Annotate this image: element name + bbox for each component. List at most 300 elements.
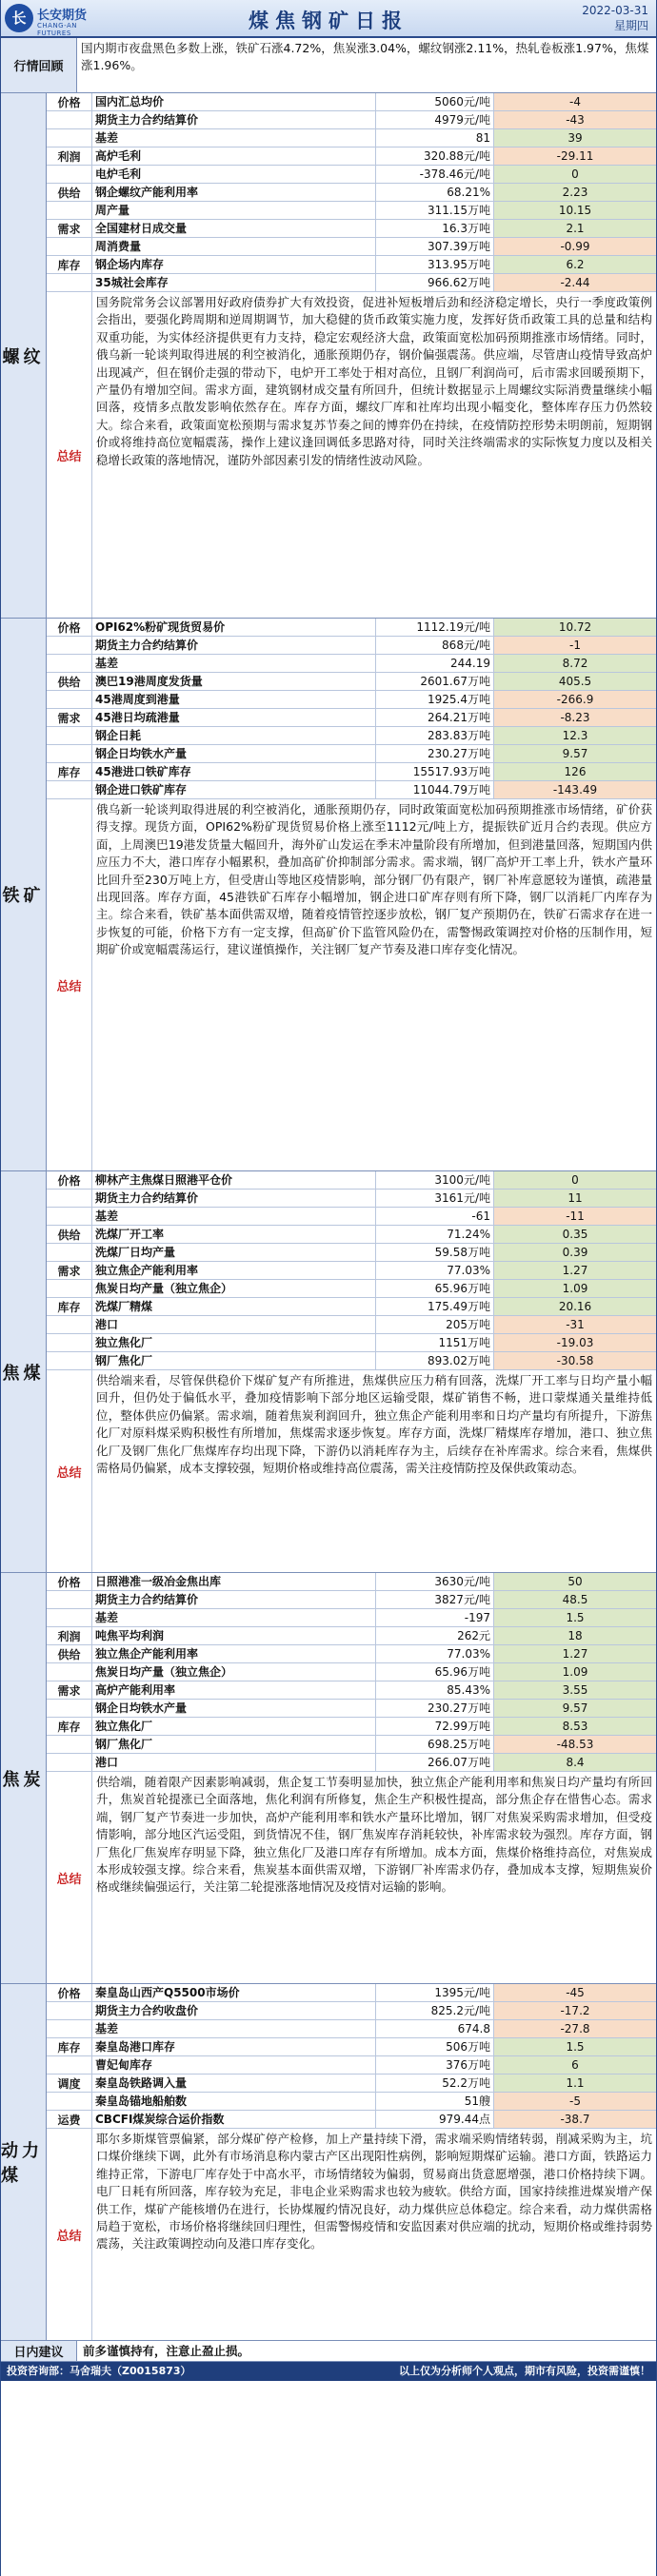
indicator-value: 698.25万吨: [376, 1736, 494, 1753]
indicator-name: 基差: [92, 1208, 376, 1225]
summary-label: 总结: [47, 1772, 92, 1983]
indicator-name: 45港进口铁矿库存: [92, 763, 376, 780]
indicator-change: 1.27: [494, 1262, 656, 1279]
indicator-row: [47, 111, 656, 129]
indicator-name: 洗煤厂精煤: [92, 1298, 376, 1315]
indicator-row: [47, 166, 656, 184]
commodity-sections: [1, 93, 656, 2341]
indicator-name: 基差: [92, 129, 376, 147]
indicator-value: 893.02万吨: [376, 1352, 494, 1369]
section-summary: [47, 799, 656, 1170]
market-review: [1, 38, 656, 93]
indicator-category: [47, 238, 92, 255]
indicator-row: [47, 202, 656, 220]
summary-text: 国务院常务会议部署用好政府债券扩大有效投资，促进补短板增后劲和经济稳定增长，央行一季度政策例会指出，要强化跨周期和逆周期调节，加大稳健的货币政策实施力度，发挥好货币政策工具的总量和结构双重功能，为实体经济提供更有力支持，稳定宏观经济大盘，政策面宽松加码预期推涨市场情绪。同时，俄乌新一轮谈判取得进展的利空被消化，通胀预期仍存，钢价偏强震荡。供应端，尽管唐山疫情导致高炉出现减产，但在钢价走强的带动下，电炉开工率处于相对高位，且钢厂利润尚可，后市需求回暖预期下，产量仍有增加空间。需求方面，建筑钢材成交量有所回升，但统计数据显示上周螺纹实际消费量继续小幅回落，疫情多点散发影响依然存在。库存方面，螺纹厂库和社库均出现小幅变化，整体库存压力仍然较大。综合来看，政策面宽松预期与需求复苏节奏之间的博弈仍在持续，在疫情防控形势未明朗前，短期钢价或将维持高位宽幅震荡，操作上建议逢回调低多思路对待，同时关注终端需求的实际恢复力度以及相关稳增长政策的落地情况，谨防外部因素引发的情绪性波动风险。: [96, 295, 652, 467]
indicator-value: 59.58万吨: [376, 1244, 494, 1261]
indicator-category: [47, 727, 92, 744]
indicator-category: [47, 655, 92, 672]
indicator-category: [47, 745, 92, 762]
indicator-change: 8.72: [494, 655, 656, 672]
indicator-name: 秦皇岛山西产Q5500市场价: [92, 1984, 376, 2001]
indicator-row: [47, 781, 656, 799]
indicator-name: 35城社会库存: [92, 274, 376, 291]
indicator-category: 库存: [47, 1298, 92, 1315]
indicator-value: 65.96万吨: [376, 1663, 494, 1681]
indicator-change: -143.49: [494, 781, 656, 798]
indicator-row: [47, 1334, 656, 1352]
indicator-value: 81: [376, 129, 494, 147]
indicator-category: 库存: [47, 256, 92, 273]
indicator-name: 秦皇岛锚地船舶数: [92, 2093, 376, 2110]
indicator-table: [47, 619, 656, 1170]
indicator-row: [47, 1984, 656, 2002]
indicator-row: [47, 274, 656, 292]
indicator-value: 868元/吨: [376, 637, 494, 654]
intraday-advice-text: 前多谨慎持有，注意止盈止损。: [83, 2344, 250, 2358]
indicator-category: [47, 202, 92, 219]
indicator-category: 需求: [47, 1681, 92, 1699]
indicator-category: [47, 1700, 92, 1717]
section-1: [1, 619, 656, 1171]
section-label: 螺纹: [1, 93, 47, 618]
indicator-row: [47, 1645, 656, 1663]
indicator-name: 基差: [92, 1609, 376, 1626]
indicator-category: [47, 1208, 92, 1225]
indicator-value: 966.62万吨: [376, 274, 494, 291]
indicator-value: 205万吨: [376, 1316, 494, 1333]
indicator-row: [47, 1663, 656, 1681]
summary-text: 供给端来看，尽管保供稳价下煤矿复产有所推进，焦煤供应压力稍有回落，洗煤厂开工率与日均产量小幅回升，但仍处于偏低水平，叠加疫情影响下部分地区运输受限，煤矿销售不畅，进口蒙煤通关量维持低位，整体供应仍偏紧。需求端，随着焦炭利润回升，独立焦企产能利用率和日均产量均有所提升，下游焦化厂对原料煤采购积极性有所增加，焦煤需求逐步恢复。库存方面，洗煤厂精煤库存增加，港口、独立焦化厂及钢厂焦化厂焦煤库存均出现下降，下游仍以消耗库存为主，后续存在补库需求。综合来看，焦煤供需格局仍偏紧，成本支撑较强，短期价格或维持高位震荡，需关注疫情防控及保供政策动态。: [96, 1373, 652, 1476]
section-4: [1, 1984, 656, 2341]
indicator-value: 85.43%: [376, 1681, 494, 1699]
indicator-value: 283.83万吨: [376, 727, 494, 744]
indicator-category: 价格: [47, 1573, 92, 1590]
footer-disclaimer: 以上仅为分析师个人观点，期市有风险，投资需谨慎！: [399, 2365, 650, 2377]
indicator-value: 1395元/吨: [376, 1984, 494, 2001]
indicator-value: -197: [376, 1609, 494, 1626]
report-weekday: 星期四: [613, 19, 648, 32]
indicator-change: 1.09: [494, 1663, 656, 1681]
indicator-name: 基差: [92, 655, 376, 672]
indicator-change: 8.53: [494, 1718, 656, 1735]
indicator-category: [47, 1334, 92, 1351]
indicator-change: 11: [494, 1190, 656, 1207]
indicator-change: 1.27: [494, 1645, 656, 1662]
indicator-row: [47, 2056, 656, 2075]
indicator-row: [47, 691, 656, 709]
indicator-row: [47, 256, 656, 274]
indicator-category: 需求: [47, 1262, 92, 1279]
indicator-change: -30.58: [494, 1352, 656, 1369]
indicator-change: 1.5: [494, 2038, 656, 2055]
summary-label: 总结: [47, 799, 92, 1170]
indicator-table: [47, 1573, 656, 1983]
indicator-name: 独立焦企产能利用率: [92, 1645, 376, 1662]
indicator-name: 洗煤厂开工率: [92, 1226, 376, 1243]
indicator-name: 周产量: [92, 202, 376, 219]
indicator-name: 洗煤厂日均产量: [92, 1244, 376, 1261]
section-label: 焦炭: [1, 1573, 47, 1983]
indicator-category: [47, 2093, 92, 2110]
indicator-category: 利润: [47, 147, 92, 165]
indicator-change: 6.2: [494, 256, 656, 273]
indicator-change: -29.11: [494, 147, 656, 165]
indicator-row: [47, 1244, 656, 1262]
indicator-category: 需求: [47, 709, 92, 726]
indicator-category: [47, 2002, 92, 2019]
indicator-row: [47, 1316, 656, 1334]
indicator-value: 52.2万吨: [376, 2075, 494, 2092]
report-date-text: 2022-03-31: [582, 4, 648, 17]
indicator-row: [47, 727, 656, 745]
intraday-advice: [1, 2341, 656, 2362]
indicator-value: 5060元/吨: [376, 93, 494, 110]
indicator-change: 2.1: [494, 220, 656, 237]
indicator-name: 高炉产能利用率: [92, 1681, 376, 1699]
indicator-name: 钢企日均铁水产量: [92, 1700, 376, 1717]
indicator-row: [47, 147, 656, 166]
indicator-category: 价格: [47, 1984, 92, 2001]
indicator-change: -19.03: [494, 1334, 656, 1351]
report-header: [1, 0, 656, 38]
indicator-category: 库存: [47, 1718, 92, 1735]
indicator-name: 焦炭日均产量（独立焦企）: [92, 1280, 376, 1297]
indicator-change: 18: [494, 1627, 656, 1644]
indicator-table: [47, 1984, 656, 2340]
indicator-category: 运费: [47, 2111, 92, 2128]
indicator-value: 15517.93万吨: [376, 763, 494, 780]
indicator-change: 50: [494, 1573, 656, 1590]
indicator-category: [47, 1244, 92, 1261]
indicator-category: [47, 691, 92, 708]
indicator-value: 674.8: [376, 2020, 494, 2037]
indicator-name: 全国建材日成交量: [92, 220, 376, 237]
indicator-row: [47, 2038, 656, 2056]
indicator-row: [47, 673, 656, 691]
indicator-category: 供给: [47, 1645, 92, 1662]
indicator-change: 1.1: [494, 2075, 656, 2092]
indicator-value: 1151万吨: [376, 1334, 494, 1351]
indicator-category: 库存: [47, 763, 92, 780]
indicator-category: [47, 1316, 92, 1333]
indicator-value: 77.03%: [376, 1645, 494, 1662]
indicator-category: 需求: [47, 220, 92, 237]
indicator-change: -0.99: [494, 238, 656, 255]
indicator-change: 8.4: [494, 1754, 656, 1771]
indicator-row: [47, 1700, 656, 1718]
indicator-change: -38.7: [494, 2111, 656, 2128]
indicator-name: 期货主力合约结算价: [92, 1190, 376, 1207]
indicator-category: [47, 1736, 92, 1753]
indicator-name: 曹妃甸库存: [92, 2056, 376, 2074]
indicator-row: [47, 1573, 656, 1591]
indicator-change: 3.55: [494, 1681, 656, 1699]
summary-label: 总结: [47, 292, 92, 618]
section-summary: [47, 1370, 656, 1572]
indicator-row: [47, 1190, 656, 1208]
logo-name-en: CHANG-AN FUTURES: [37, 22, 77, 37]
indicator-row: [47, 1591, 656, 1609]
indicator-name: 港口: [92, 1754, 376, 1771]
indicator-row: [47, 745, 656, 763]
indicator-category: 价格: [47, 1171, 92, 1189]
indicator-change: -43: [494, 111, 656, 128]
section-2: [1, 1171, 656, 1573]
summary-label: 总结: [47, 2129, 92, 2340]
indicator-change: 1.5: [494, 1609, 656, 1626]
indicator-change: 39: [494, 129, 656, 147]
indicator-value: 307.39万吨: [376, 238, 494, 255]
section-summary: [47, 292, 656, 618]
indicator-change: 0: [494, 166, 656, 183]
indicator-name: 周消费量: [92, 238, 376, 255]
indicator-name: 期货主力合约结算价: [92, 111, 376, 128]
market-review-label: 行情回顾: [1, 38, 77, 92]
indicator-name: CBCFI煤炭综合运价指数: [92, 2111, 376, 2128]
indicator-row: [47, 709, 656, 727]
indicator-name: 秦皇岛铁路调入量: [92, 2075, 376, 2092]
indicator-change: 0: [494, 1171, 656, 1189]
indicator-value: 4979元/吨: [376, 111, 494, 128]
indicator-change: 10.15: [494, 202, 656, 219]
indicator-value: 11044.79万吨: [376, 781, 494, 798]
indicator-name: 澳巴19港周度发货量: [92, 673, 376, 690]
section-summary: [47, 2129, 656, 2340]
indicator-value: 65.96万吨: [376, 1280, 494, 1297]
indicator-change: -266.9: [494, 691, 656, 708]
indicator-category: [47, 781, 92, 798]
indicator-name: 电炉毛利: [92, 166, 376, 183]
indicator-change: -1: [494, 637, 656, 654]
indicator-change: 9.57: [494, 745, 656, 762]
indicator-category: 价格: [47, 619, 92, 636]
indicator-value: 506万吨: [376, 2038, 494, 2055]
indicator-value: 266.07万吨: [376, 1754, 494, 1771]
indicator-name: 国内汇总均价: [92, 93, 376, 110]
indicator-value: 3100元/吨: [376, 1171, 494, 1189]
indicator-value: 979.44点: [376, 2111, 494, 2128]
indicator-row: [47, 1298, 656, 1316]
indicator-category: 供给: [47, 1226, 92, 1243]
indicator-row: [47, 1736, 656, 1754]
indicator-row: [47, 1352, 656, 1370]
indicator-value: 3827元/吨: [376, 1591, 494, 1608]
indicator-value: 51艘: [376, 2093, 494, 2110]
indicator-row: [47, 1627, 656, 1645]
intraday-advice-label: 日内建议: [1, 2341, 77, 2361]
indicator-value: 1925.4万吨: [376, 691, 494, 708]
indicator-value: 313.95万吨: [376, 256, 494, 273]
indicator-change: 0.39: [494, 1244, 656, 1261]
logo-mark-icon: 长: [5, 4, 33, 32]
indicator-change: 0.35: [494, 1226, 656, 1243]
indicator-change: -27.8: [494, 2020, 656, 2037]
market-review-text: 国内期市夜盘黑色多数上涨，铁矿石涨4.72%，焦炭涨3.04%，螺纹钢涨2.11%，热轧卷板涨1.97%，焦煤涨1.96%。: [81, 41, 649, 72]
indicator-row: [47, 220, 656, 238]
indicator-value: 77.03%: [376, 1262, 494, 1279]
indicator-value: 3630元/吨: [376, 1573, 494, 1590]
indicator-name: 钢企螺纹产能利用率: [92, 184, 376, 201]
indicator-name: 期货主力合约收盘价: [92, 2002, 376, 2019]
indicator-value: 376万吨: [376, 2056, 494, 2074]
indicator-change: -2.44: [494, 274, 656, 291]
indicator-row: [47, 1280, 656, 1298]
indicator-name: 钢厂焦化厂: [92, 1736, 376, 1753]
indicator-category: [47, 129, 92, 147]
indicator-value: 244.19: [376, 655, 494, 672]
indicator-category: [47, 1591, 92, 1608]
indicator-name: 45港日均疏港量: [92, 709, 376, 726]
indicator-change: 126: [494, 763, 656, 780]
indicator-row: [47, 1262, 656, 1280]
indicator-change: 1.09: [494, 1280, 656, 1297]
indicator-table: [47, 1171, 656, 1572]
indicator-name: 吨焦平均利润: [92, 1627, 376, 1644]
indicator-value: 16.3万吨: [376, 220, 494, 237]
indicator-change: 2.23: [494, 184, 656, 201]
indicator-category: [47, 1280, 92, 1297]
indicator-row: [47, 619, 656, 637]
indicator-change: -17.2: [494, 2002, 656, 2019]
indicator-value: 3161元/吨: [376, 1190, 494, 1207]
indicator-category: [47, 1754, 92, 1771]
indicator-row: [47, 1754, 656, 1772]
indicator-row: [47, 238, 656, 256]
indicator-value: 68.21%: [376, 184, 494, 201]
logo-name-cn: 长安期货: [37, 9, 88, 23]
indicator-category: [47, 274, 92, 291]
indicator-category: 供给: [47, 184, 92, 201]
indicator-value: 1112.19元/吨: [376, 619, 494, 636]
indicator-row: [47, 1226, 656, 1244]
indicator-name: 独立焦化厂: [92, 1334, 376, 1351]
indicator-row: [47, 637, 656, 655]
indicator-value: -378.46元/吨: [376, 166, 494, 183]
indicator-category: 调度: [47, 2075, 92, 2092]
indicator-value: 72.99万吨: [376, 1718, 494, 1735]
indicator-change: -48.53: [494, 1736, 656, 1753]
section-label: 动力煤: [1, 1984, 47, 2340]
indicator-value: -61: [376, 1208, 494, 1225]
indicator-category: [47, 1352, 92, 1369]
indicator-category: [47, 2056, 92, 2074]
indicator-change: 9.57: [494, 1700, 656, 1717]
indicator-change: 6: [494, 2056, 656, 2074]
indicator-row: [47, 763, 656, 781]
report-title: 煤焦钢矿日报: [249, 10, 408, 32]
indicator-value: 230.27万吨: [376, 1700, 494, 1717]
summary-text: 耶尔多斯煤管票偏紧，部分煤矿停产检修，加上产量持续下滑，需求端采购情绪转弱，削减采购为主，坑口煤价继续下调，此外有市场消息称内蒙古产区出现阳性病例，影响短期煤矿运输。港口方面，铁路运力维持正常，下游电厂库存处于中高水平，市场情绪较为偏弱，贸易商出货意愿增强，港口价格持续下调。电厂日耗有所回落，库存较为充足，非电企业采购需求也较为疲软。供给方面，国家持续推进煤炭增产保供工作，煤矿产能核增仍在进行，长协煤履约情况良好，动力煤供应总体稳定。综合来看，动力煤供需格局趋于宽松，市场价格将继续回归理性，但需警惕疫情和安监因素对供应端的扰动，短期价格或维持弱势震荡，关注政策调控动向及港口库存变化。: [96, 2132, 652, 2252]
section-3: [1, 1573, 656, 1984]
indicator-category: 库存: [47, 2038, 92, 2055]
indicator-name: 独立焦企产能利用率: [92, 1262, 376, 1279]
indicator-change: 20.16: [494, 1298, 656, 1315]
indicator-name: 钢厂焦化厂: [92, 1352, 376, 1369]
indicator-row: [47, 129, 656, 147]
indicator-row: [47, 1171, 656, 1190]
indicator-name: 柳林产主焦煤日照港平仓价: [92, 1171, 376, 1189]
indicator-row: [47, 2093, 656, 2111]
indicator-row: [47, 2075, 656, 2093]
indicator-change: 405.5: [494, 673, 656, 690]
indicator-name: 期货主力合约结算价: [92, 637, 376, 654]
indicator-row: [47, 1681, 656, 1700]
indicator-value: 71.24%: [376, 1226, 494, 1243]
indicator-category: [47, 1190, 92, 1207]
indicator-change: -4: [494, 93, 656, 110]
indicator-change: -8.23: [494, 709, 656, 726]
indicator-value: 311.15万吨: [376, 202, 494, 219]
summary-text: 俄乌新一轮谈判取得进展的利空被消化，通胀预期仍存，同时政策面宽松加码预期推涨市场情绪，矿价获得支撑。现货方面，OPI62%粉矿现货贸易价格上涨至1112元/吨上方，提振铁矿近月合约表现。供应方面，上周澳巴19港发货量大幅回升，海外矿山发运在季末冲量阶段有所增加，但到港量回落，短期国内供应压力不大，港口库存小幅累积，叠加高矿价抑制部分需求。需求端，钢厂高炉开工率上升，铁水产量环比回升至230万吨上方，但受唐山等地区疫情影响，部分钢厂仍有限产，钢厂补库意愿较为谨慎，疏港量出现回落。库存方面，45港铁矿石库存小幅增加，钢企进口矿库存则有所下降，钢厂以消耗厂内库存为主。综合来看，铁矿基本面供需双增，随着疫情管控逐步放松，钢厂复产预期仍在，铁矿石需求存在进一步恢复的可能，价格下方有一定支撑，但高矿价下监管风险仍在，需警惕政策调控对价格的压制作用，短期矿价或宽幅震荡运行，建议谨慎操作，关注钢厂复产节奏及港口库存变化情况。: [96, 802, 652, 957]
indicator-category: [47, 2020, 92, 2037]
indicator-name: 焦炭日均产量（独立焦企）: [92, 1663, 376, 1681]
indicator-row: [47, 1609, 656, 1627]
indicator-category: [47, 166, 92, 183]
indicator-value: 175.49万吨: [376, 1298, 494, 1315]
indicator-category: [47, 111, 92, 128]
indicator-name: OPI62%粉矿现货贸易价: [92, 619, 376, 636]
indicator-change: 10.72: [494, 619, 656, 636]
indicator-change: -11: [494, 1208, 656, 1225]
indicator-value: 264.21万吨: [376, 709, 494, 726]
indicator-change: 48.5: [494, 1591, 656, 1608]
indicator-category: [47, 637, 92, 654]
indicator-change: -31: [494, 1316, 656, 1333]
indicator-name: 日照港准一级冶金焦出库: [92, 1573, 376, 1590]
indicator-value: 825.2元/吨: [376, 2002, 494, 2019]
indicator-name: 期货主力合约结算价: [92, 1591, 376, 1608]
indicator-name: 钢企进口铁矿库存: [92, 781, 376, 798]
section-label: 铁矿: [1, 619, 47, 1170]
indicator-name: 高炉毛利: [92, 147, 376, 165]
report-date: [582, 3, 648, 33]
indicator-change: -45: [494, 1984, 656, 2001]
indicator-row: [47, 2020, 656, 2038]
indicator-value: 262元: [376, 1627, 494, 1644]
summary-text: 供给端，随着限产因素影响减弱，焦企复工节奏明显加快，独立焦企产能利用率和焦炭日均产量均有所回升，焦炭首轮提涨已全面落地，焦化利润有所修复，焦企生产积极性提高，部分焦企存在惜售心态。需求端，钢厂复产节奏进一步加快，高炉产能利用率和铁水产量环比增加，钢厂对焦炭采购需求增加，但受疫情影响，部分地区汽运受阻，到货情况不佳，钢厂焦炭库存消耗较快，补库需求较为强烈。库存方面，钢厂焦化厂焦炭库存明显下降，独立焦化厂及港口库存有所增加。成本方面，焦煤价格维持高位，对焦炭成本形成较强支撑。综合来看，焦炭基本面供需双增，下游钢厂补库需求仍存，叠加成本支撑，短期焦炭价格或继续偏强运行，关注第二轮提涨落地情况及疫情对运输的影响。: [96, 1775, 652, 1895]
indicator-change: -5: [494, 2093, 656, 2110]
section-0: [1, 93, 656, 619]
indicator-name: 45港周度到港量: [92, 691, 376, 708]
indicator-value: 230.27万吨: [376, 745, 494, 762]
footer-analyst: 投资咨询部：马舍瑞夫（Z0015873）: [7, 2365, 191, 2377]
indicator-row: [47, 1718, 656, 1736]
indicator-category: 利润: [47, 1627, 92, 1644]
indicator-table: [47, 93, 656, 618]
indicator-name: 港口: [92, 1316, 376, 1333]
indicator-name: 秦皇岛港口库存: [92, 2038, 376, 2055]
report-footer: [1, 2362, 656, 2381]
summary-label: 总结: [47, 1370, 92, 1572]
indicator-row: [47, 184, 656, 202]
indicator-category: 供给: [47, 673, 92, 690]
indicator-name: 钢企场内库存: [92, 256, 376, 273]
section-summary: [47, 1772, 656, 1983]
indicator-name: 钢企日均铁水产量: [92, 745, 376, 762]
indicator-category: [47, 1609, 92, 1626]
indicator-row: [47, 93, 656, 111]
indicator-category: 价格: [47, 93, 92, 110]
indicator-value: 2601.67万吨: [376, 673, 494, 690]
indicator-row: [47, 1208, 656, 1226]
indicator-change: 12.3: [494, 727, 656, 744]
section-label: 焦煤: [1, 1171, 47, 1572]
indicator-name: 基差: [92, 2020, 376, 2037]
indicator-row: [47, 2111, 656, 2129]
indicator-category: [47, 1663, 92, 1681]
indicator-row: [47, 655, 656, 673]
indicator-name: 钢企日耗: [92, 727, 376, 744]
